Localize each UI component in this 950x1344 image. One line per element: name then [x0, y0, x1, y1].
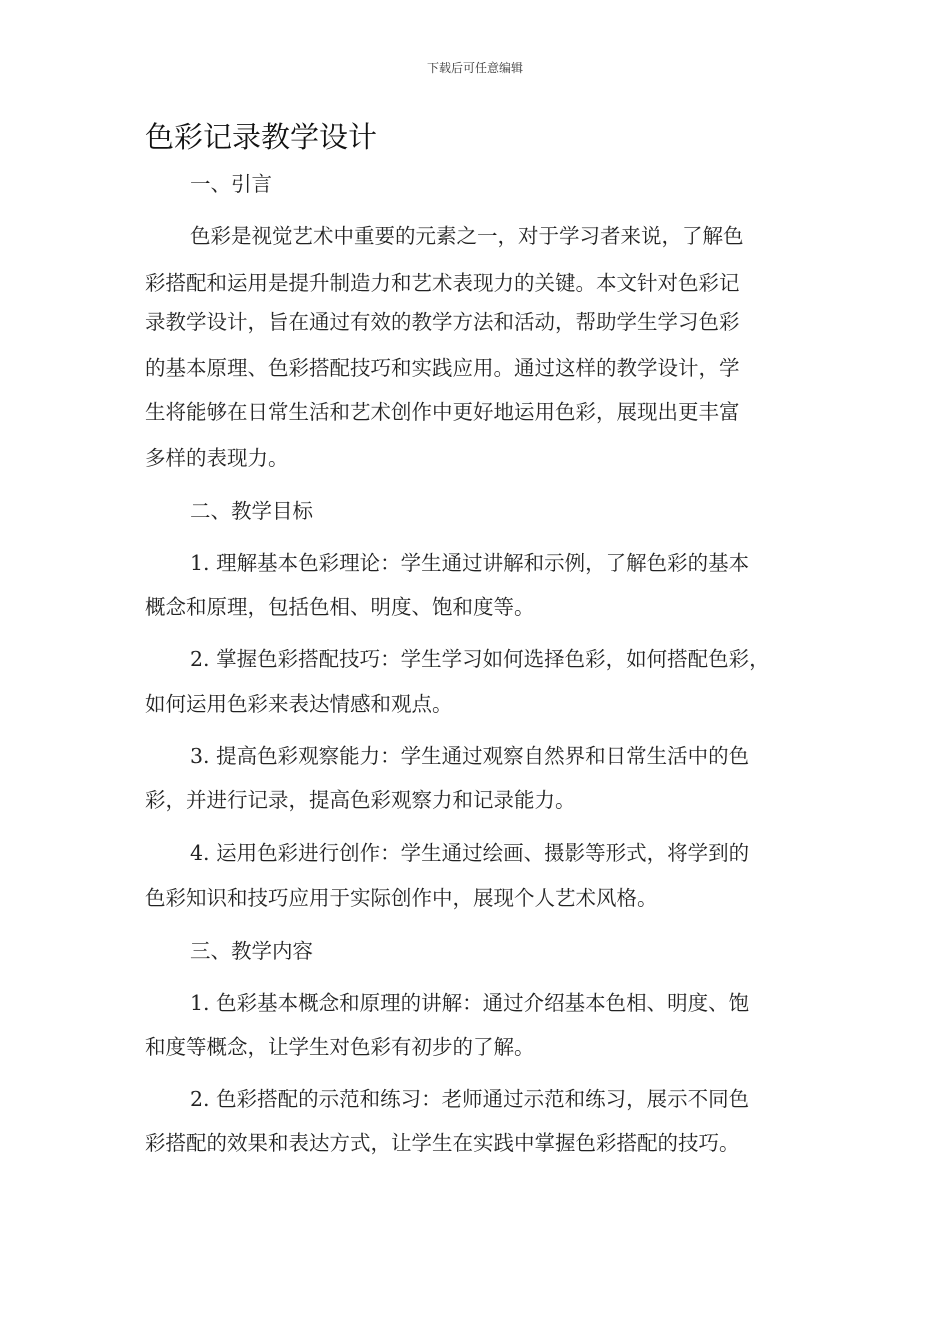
paragraph-line: 录教学设计，旨在通过有效的教学方法和活动，帮助学生学习色彩: [145, 310, 740, 334]
paragraph-line: 生将能够在日常生活和艺术创作中更好地运用色彩，展现出更丰富: [145, 400, 740, 424]
list-item-line: 4. 运用色彩进行创作：学生通过绘画、摄影等形式，将学到的: [190, 841, 750, 865]
document-title: 色彩记录教学设计: [145, 120, 378, 154]
header-note: 下载后可任意编辑: [426, 61, 523, 75]
list-item-line: 彩，并进行记录，提高色彩观察力和记录能力。: [145, 788, 576, 812]
list-item-line: 2. 掌握色彩搭配技巧：学生学习如何选择色彩，如何搭配色彩，: [190, 647, 770, 671]
list-item-line: 和度等概念，让学生对色彩有初步的了解。: [145, 1035, 535, 1059]
list-item-line: 1. 理解基本色彩理论：学生通过讲解和示例，了解色彩的基本: [190, 551, 750, 575]
paragraph-line: 彩搭配和运用是提升制造力和艺术表现力的关键。本文针对色彩记: [145, 271, 740, 295]
paragraph-line: 的基本原理、色彩搭配技巧和实践应用。通过这样的教学设计，学: [145, 356, 740, 380]
list-item-line: 如何运用色彩来表达情感和观点。: [145, 692, 453, 716]
section-heading-intro: 一、引言: [190, 172, 272, 196]
list-item-line: 2. 色彩搭配的示范和练习：老师通过示范和练习，展示不同色: [190, 1087, 750, 1111]
list-item-line: 1. 色彩基本概念和原理的讲解：通过介绍基本色相、明度、饱: [190, 991, 750, 1015]
section-heading-goals: 二、教学目标: [190, 499, 313, 523]
list-item-line: 色彩知识和技巧应用于实际创作中，展现个人艺术风格。: [145, 886, 658, 910]
list-item-line: 彩搭配的效果和表达方式，让学生在实践中掌握色彩搭配的技巧。: [145, 1131, 740, 1155]
list-item-line: 3. 提高色彩观察能力：学生通过观察自然界和日常生活中的色: [190, 744, 750, 768]
paragraph-line: 色彩是视觉艺术中重要的元素之一，对于学习者来说，了解色: [190, 224, 744, 248]
section-heading-content: 三、教学内容: [190, 939, 313, 963]
paragraph-line: 多样的表现力。: [145, 446, 289, 470]
list-item-line: 概念和原理，包括色相、明度、饱和度等。: [145, 595, 535, 619]
